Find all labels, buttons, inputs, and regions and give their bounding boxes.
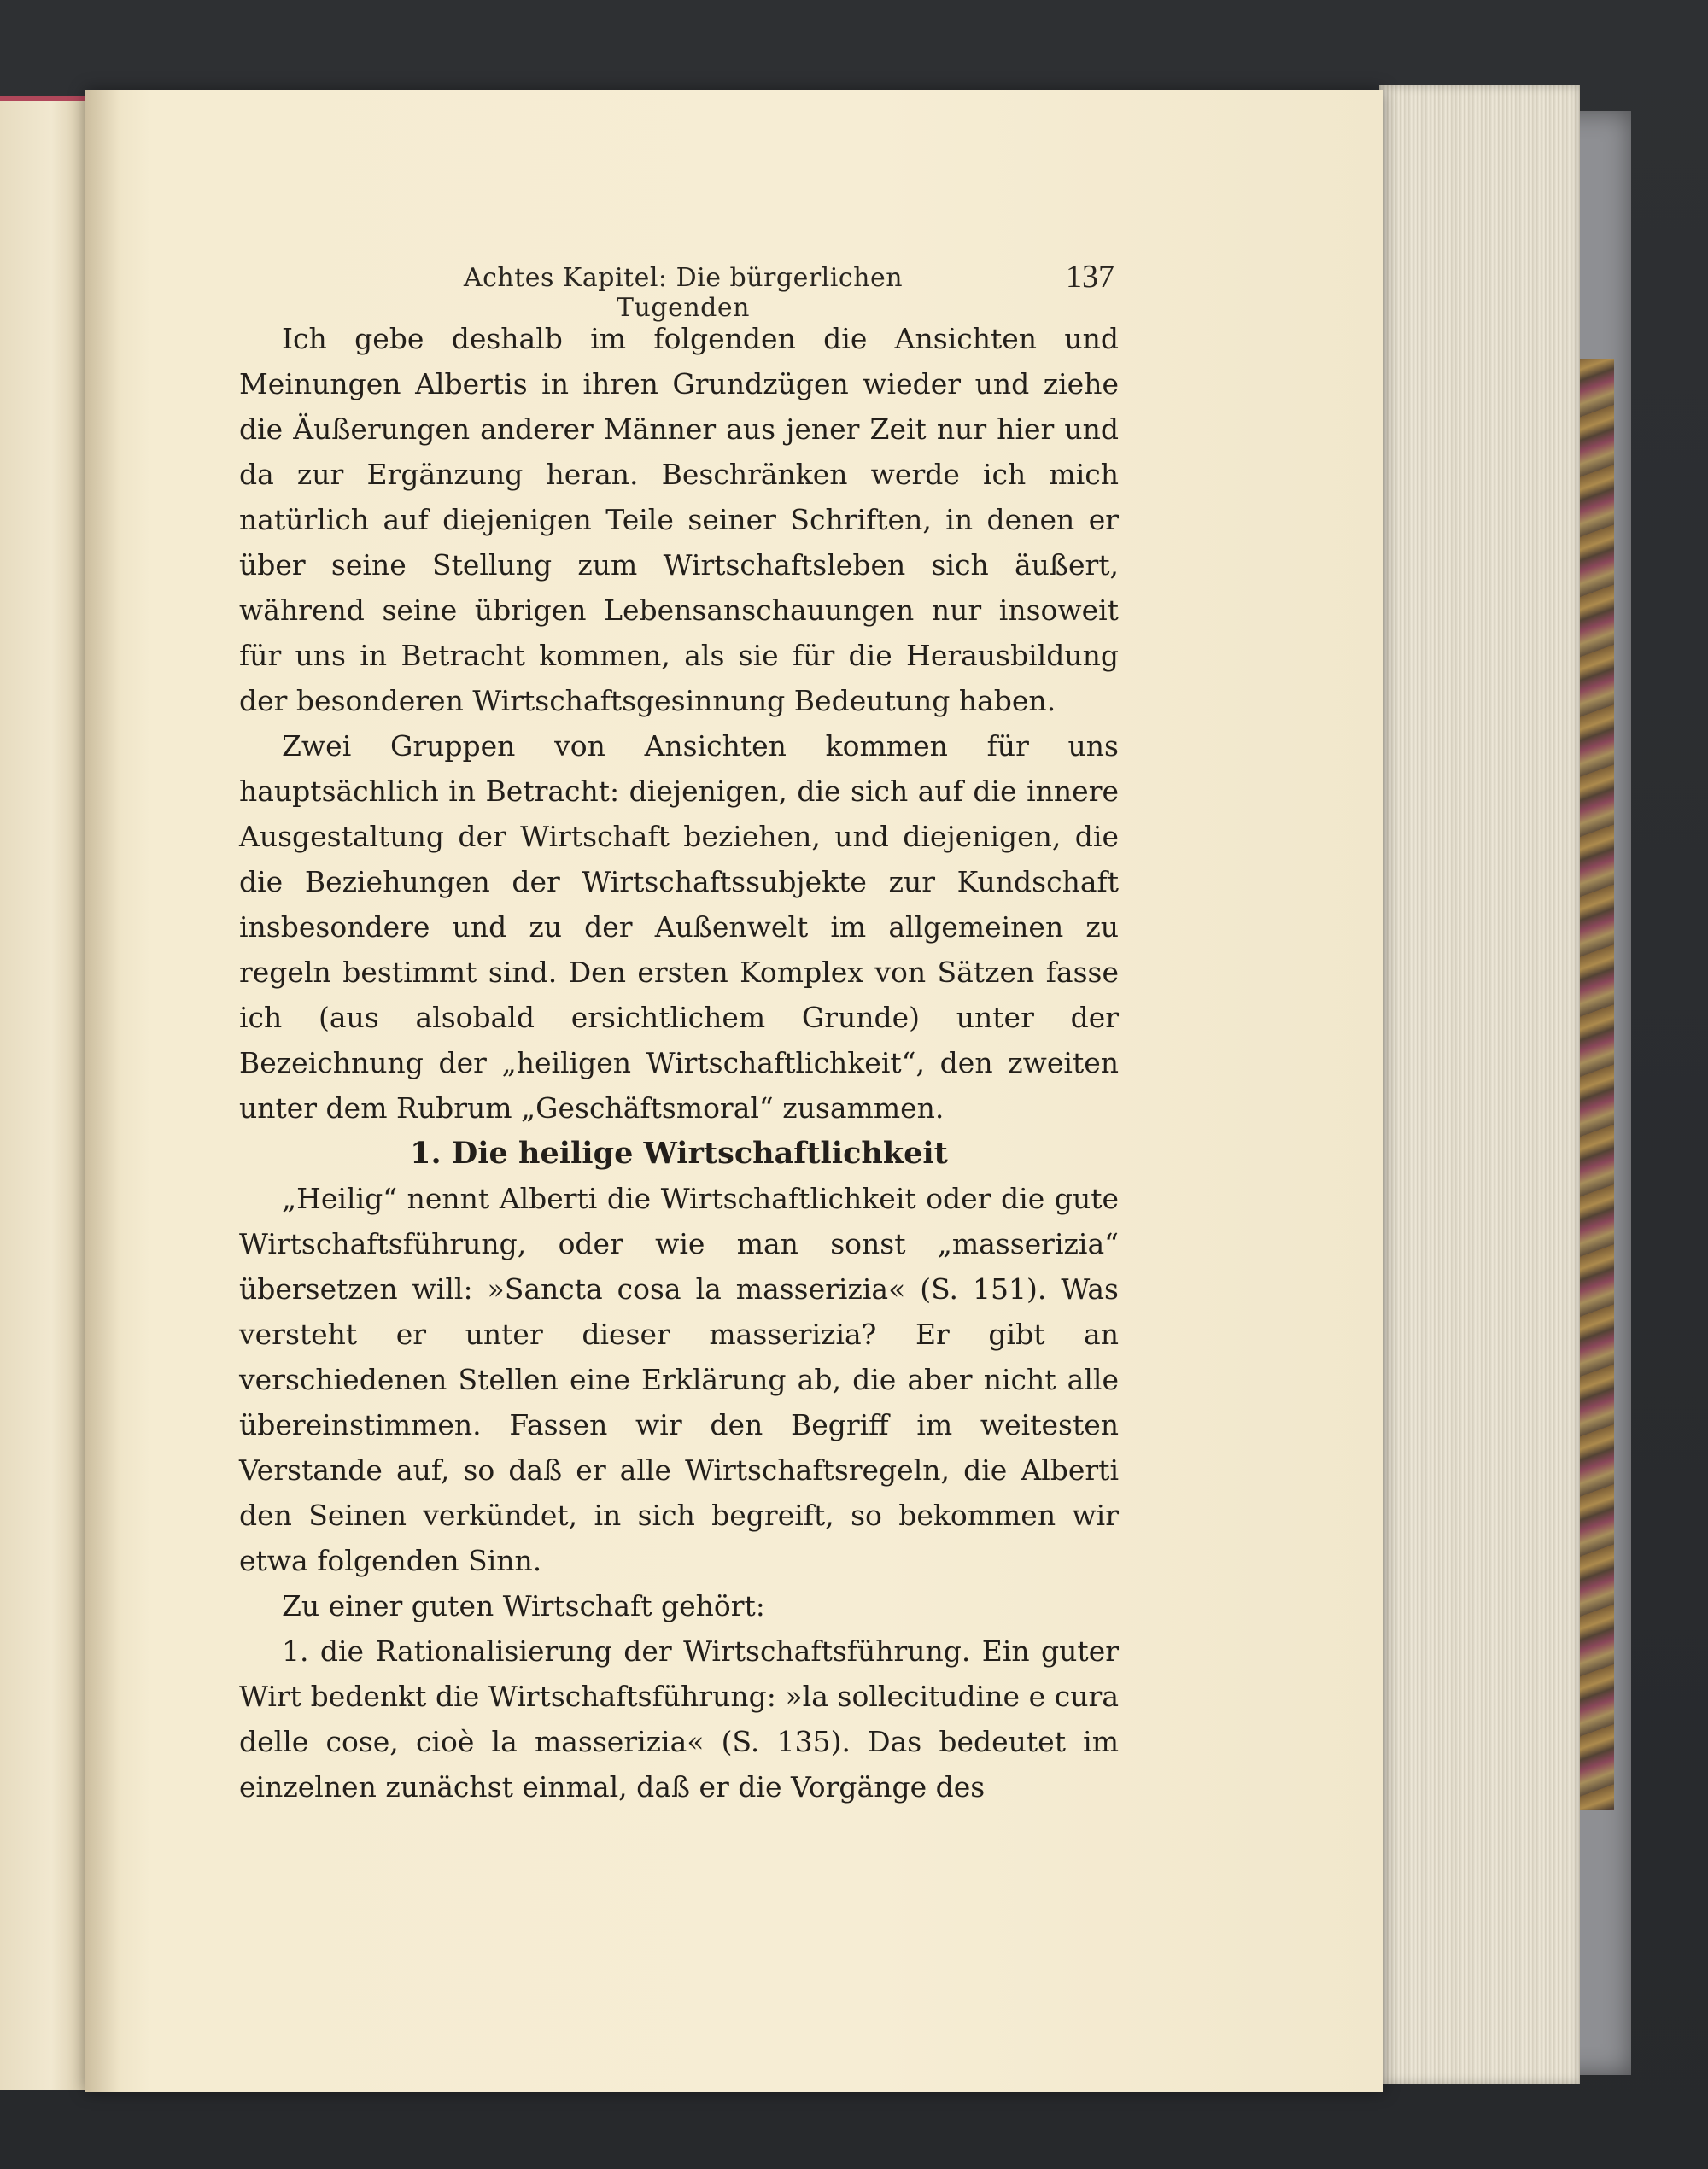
running-head: Achtes Kapitel: Die bürgerlichen Tugenden — [463, 263, 904, 323]
paragraph: 1. die Rationalisierung der Wirtschaftsführung. Ein guter Wirt bedenkt die Wirtschaftsführung: »la sollecitudine e cura delle cose, cioè la masserizia« (S. 135). Das bedeutet im einzelnen zunächst einmal, daß er die Vorgänge des — [239, 1634, 1119, 1804]
paragraph: „Heilig“ nennt Alberti die Wirtschaftlichkeit oder die gute Wirtschaftsführung, oder wie man sonst „masserizia“ übersetzen will: »Sancta cosa la masserizia« (S. 151). Was versteht er unter dieser masserizia? Er gibt an verschiedenen Stellen eine Erklärung ab, die aber nicht alle übereinstimmen. Fassen wir den Begriff im weitesten Verstande auf, so daß er alle Wirtschaftsregeln, die Alberti den Seinen verkündet, in sich begreift, so bekommen wir etwa folgenden Sinn. — [239, 1182, 1119, 1577]
page-number: 137 — [1066, 259, 1114, 295]
page-body — [239, 316, 1119, 1809]
paragraph: Zu einer guten Wirtschaft gehört: — [282, 1589, 765, 1622]
marbled-edge — [1576, 359, 1614, 1810]
section-heading: 1. Die heilige Wirtschaftlichkeit — [410, 1136, 948, 1171]
page-block-edge — [1379, 85, 1580, 2084]
gutter-shadow — [85, 90, 120, 2092]
paragraph: Ich gebe deshalb im folgenden die Ansichten und Meinungen Albertis in ihren Grundzügen wieder und ziehe die Äußerungen anderer Männer aus jener Zeit nur hier und da zur Ergänzung heran. Beschränken werde ich mich natürlich auf diejenigen Teile seiner Schriften, in denen er über seine Stellung zum Wirtschaftsleben sich äußert, während seine übrigen Lebensanschauungen nur insoweit für uns in Betracht kommen, als sie für die Herausbildung der besonderen Wirtschaftsgesinnung Bedeutung haben. — [239, 322, 1119, 717]
left-page — [0, 101, 85, 2090]
paragraph: Zwei Gruppen von Ansichten kommen für uns hauptsächlich in Betracht: diejenigen, die sich auf die innere Ausgestaltung der Wirtschaft beziehen, und diejenigen, die die Beziehungen der Wirtschaftssubjekte zur Kundschaft insbesondere und zu der Außenwelt im allgemeinen zu regeln bestimmt sind. Den ersten Komplex von Sätzen fasse ich (aus alsobald ersichtlichem Grunde) unter der Bezeichnung der „heiligen Wirtschaftlichkeit“, den zweiten unter dem Rubrum „Geschäftsmoral“ zusammen. — [239, 729, 1119, 1125]
